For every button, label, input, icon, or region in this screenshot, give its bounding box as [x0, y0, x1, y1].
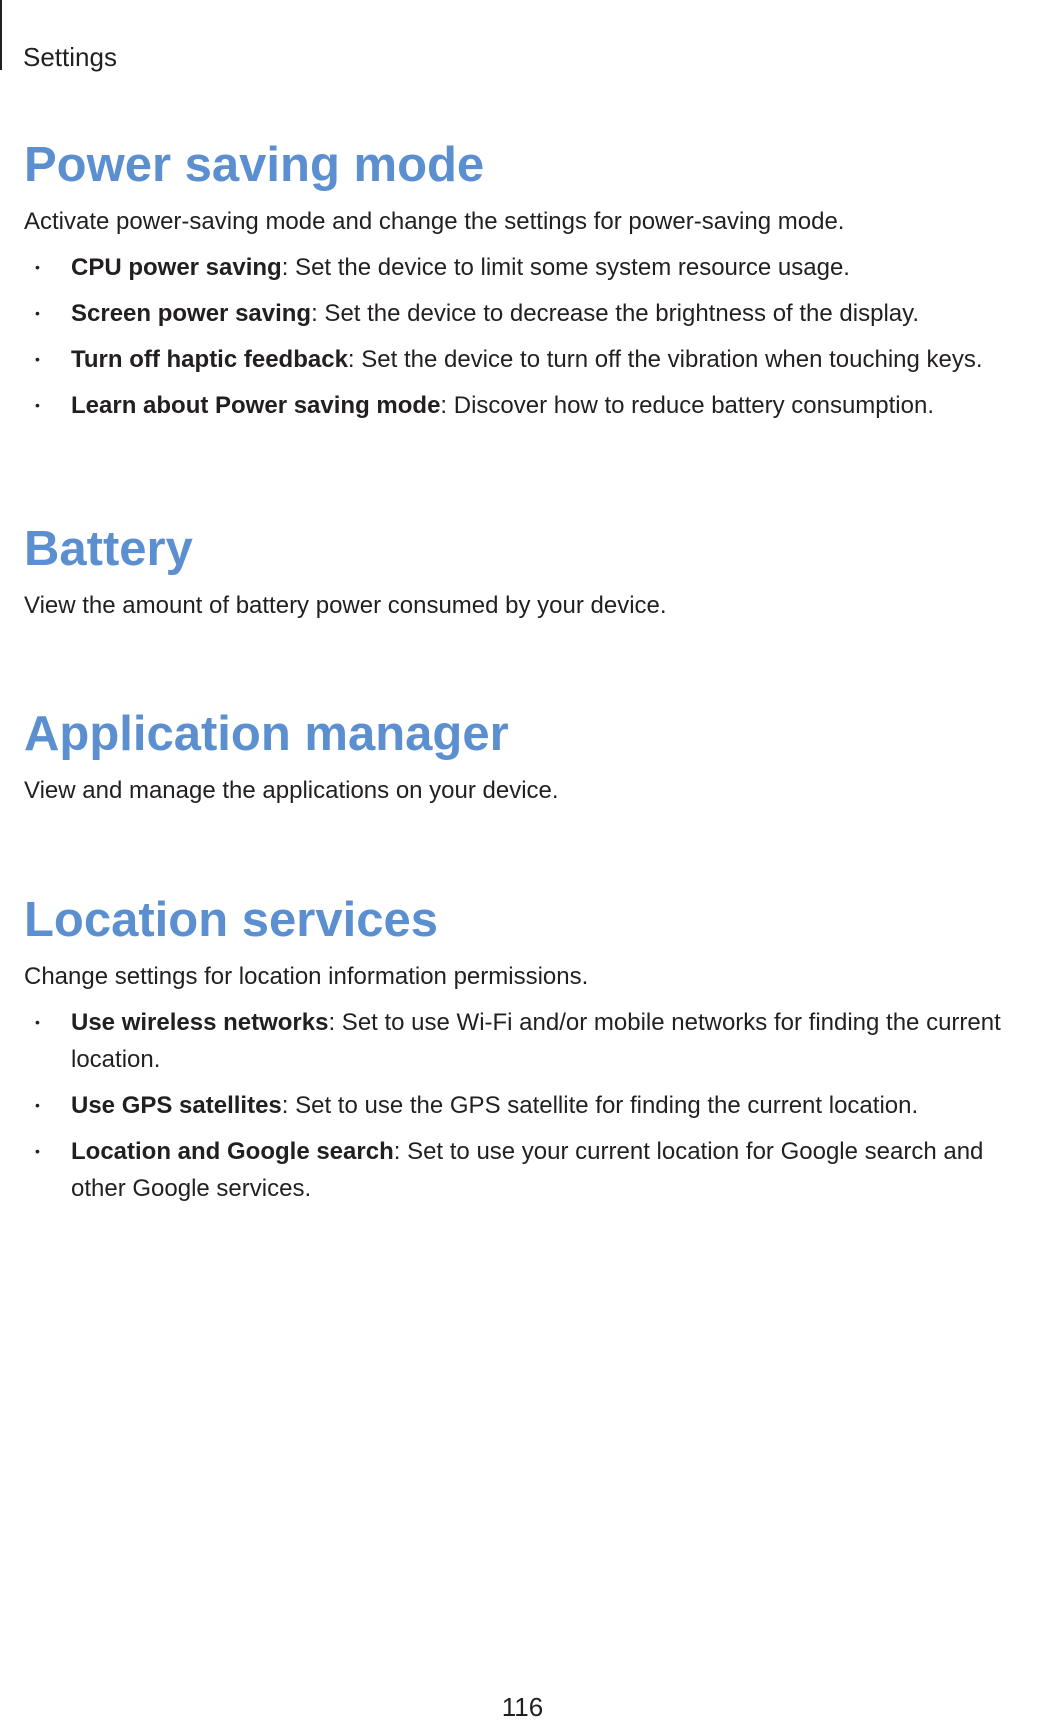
item-term: Location and Google search: [71, 1138, 394, 1165]
section-location-services: [24, 890, 1024, 1216]
item-text: : Set to use Wi-Fi and/or mobile networks for finding the current location.: [71, 1009, 1001, 1073]
page-number: 116: [501, 1692, 544, 1722]
item-text: : Set the device to limit some system resource usage.: [281, 254, 850, 281]
section-battery: [24, 519, 1024, 623]
list-item: [24, 295, 1024, 332]
section-description: Change settings for location information permissions.: [24, 963, 589, 990]
bullet-icon: •: [35, 1097, 40, 1113]
item-term: Learn about Power saving mode: [71, 392, 441, 419]
bullet-icon: •: [35, 351, 40, 367]
bullet-icon: •: [35, 397, 40, 413]
item-term: Turn off haptic feedback: [71, 346, 348, 373]
list-item: [24, 387, 1024, 424]
list-item: [24, 341, 1024, 378]
item-text: : Set the device to decrease the brightness of the display.: [311, 300, 920, 327]
section-title: Battery: [24, 522, 193, 576]
section-description: View the amount of battery power consumed by your device.: [24, 592, 667, 619]
bullet-icon: •: [35, 259, 40, 275]
section-title: Application manager: [24, 707, 509, 761]
bullet-icon: •: [35, 305, 40, 321]
item-text: : Set the device to turn off the vibration when touching keys.: [347, 346, 983, 373]
bullet-icon: •: [35, 1143, 40, 1159]
item-term: CPU power saving: [71, 254, 282, 281]
running-header: Settings: [23, 42, 117, 72]
item-term: Use GPS satellites: [71, 1092, 282, 1119]
bullet-list: [24, 249, 1024, 424]
page-corner-mark: [0, 0, 2, 70]
item-text: : Discover how to reduce battery consumption.: [440, 392, 934, 419]
section-description: View and manage the applications on your device.: [24, 777, 559, 804]
item-text: : Set to use the GPS satellite for finding the current location.: [281, 1092, 919, 1119]
bullet-list: [24, 1004, 1024, 1207]
item-text: : Set to use your current location for Google search and other Google services.: [71, 1138, 984, 1202]
section-power-saving-mode: [24, 135, 1024, 433]
item-term: Screen power saving: [71, 300, 312, 327]
list-item: [24, 1004, 1024, 1078]
bullet-icon: •: [35, 1014, 40, 1030]
list-item: [24, 1133, 1024, 1207]
item-term: Use wireless networks: [71, 1009, 329, 1036]
list-item: [24, 249, 1024, 286]
section-application-manager: [24, 704, 1024, 808]
section-title: Location services: [24, 893, 438, 947]
list-item: [24, 1087, 1024, 1124]
section-description: Activate power-saving mode and change the settings for power-saving mode.: [24, 208, 845, 235]
section-title: Power saving mode: [24, 138, 485, 192]
